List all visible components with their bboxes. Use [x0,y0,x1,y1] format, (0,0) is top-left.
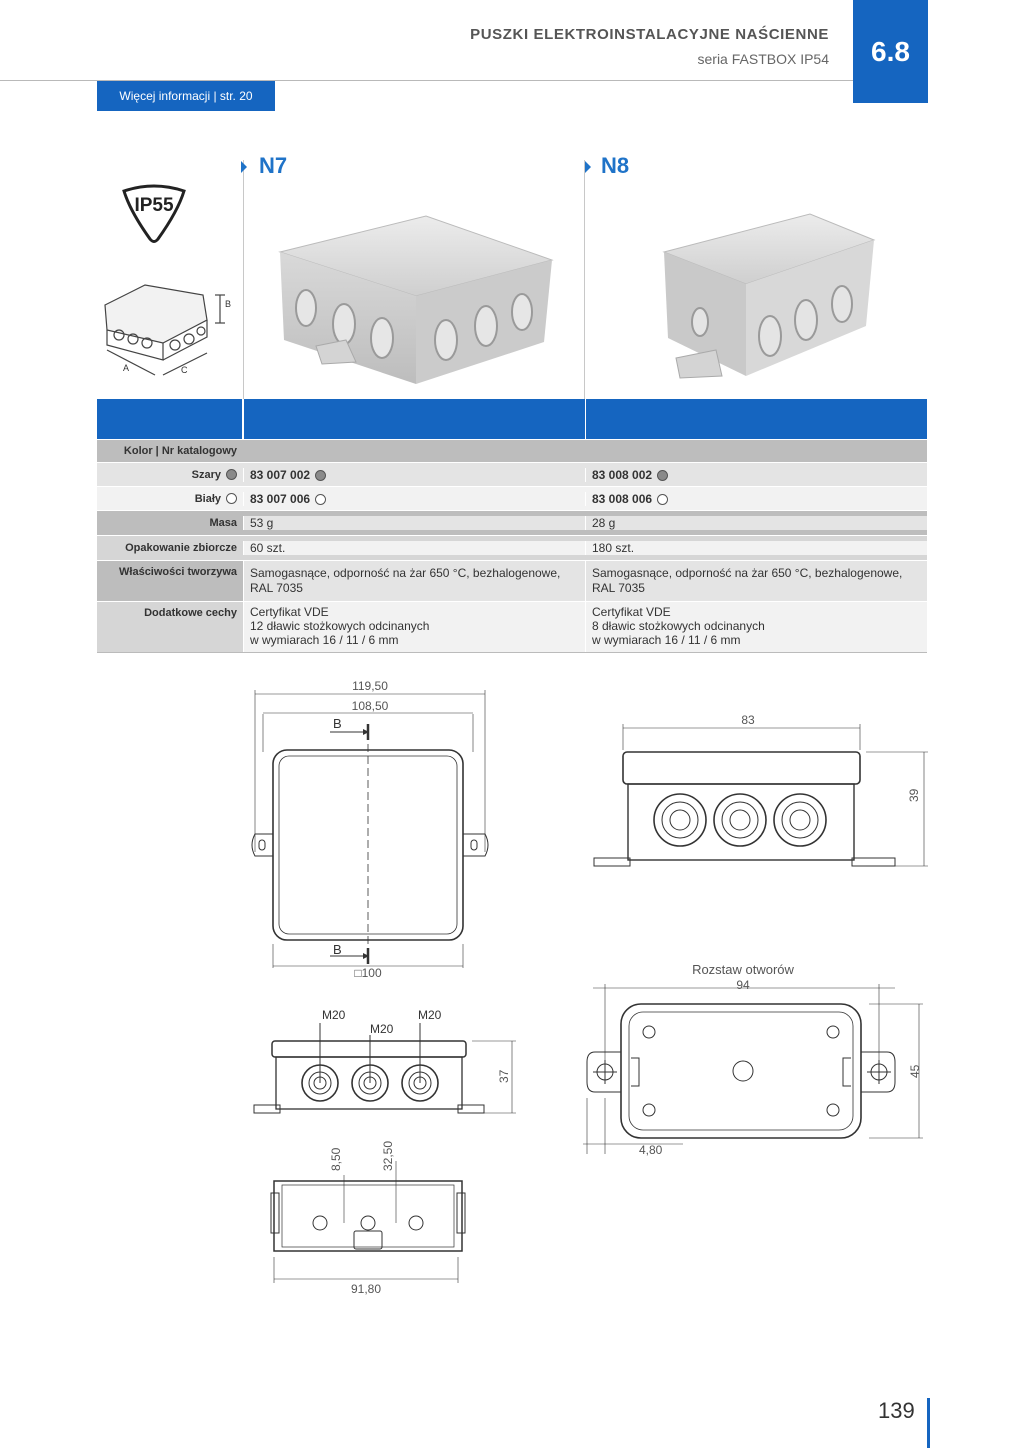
n7-grey-catalog: 83 007 002 [243,468,585,482]
grey-color-dot-icon [315,470,326,481]
dimension-a-label: A [123,363,130,373]
n7-features: Certyfikat VDE 12 dławic stożkowych odcinanych w wymiarach 16 / 11 / 6 mm [243,602,585,652]
model-n7-title: N7 [259,153,288,178]
dim-square: □100 [354,966,382,980]
n7-top-view-drawing [245,672,495,982]
n8-features: Certyfikat VDE 8 dławic stożkowych odcinanych w wymiarach 16 / 11 / 6 mm [585,602,927,652]
table-row-packaging [97,536,927,561]
n8-white-catalog: 83 008 006 [585,492,927,506]
dim-hole-spacing: 94 [736,978,750,992]
table-label-features: Dodatkowe cechy [144,607,237,619]
dim-offset: 4,80 [639,1143,663,1157]
column-divider-n8 [584,160,585,400]
dim-height-n7: 37 [497,1069,511,1083]
spec-table [97,399,927,653]
table-label-grey: Szary [97,469,243,481]
dim-32-50: 32,50 [381,1140,395,1171]
hole-spacing-title: Rozstaw otworów [692,962,794,977]
dim-outer-width: 119,50 [352,679,388,693]
table-label-mass: Masa [209,517,237,529]
section-b-label-bottom: B [333,942,342,957]
white-color-dot-icon [657,494,668,505]
white-color-dot-icon [315,494,326,505]
dim-inner-width: 108,50 [351,699,389,713]
page-number: 139 [878,1398,915,1423]
n7-mass: 53 g [243,516,585,530]
table-row-grey [97,463,927,487]
n8-bottom-view-drawing [583,958,928,1158]
table-label-white: Biały [97,493,243,505]
page-title: PUSZKI ELEKTROINSTALACYJNE NAŚCIENNE [470,26,829,43]
table-header-bar [97,399,927,440]
n8-material: Samogasnące, odporność na żar 650 °C, bezhalogenowe, RAL 7035 [585,561,927,601]
table-row-white [97,487,927,511]
gland-label-2: M20 [370,1022,394,1036]
table-row [97,440,927,463]
dimension-schematic-image [95,265,245,385]
product-n7-photo [276,212,558,392]
section-number-badge: 6.8 [853,0,928,103]
page-number-bar [927,1398,930,1448]
dimension-b-label: B [225,299,232,309]
dim-n8-depth: 45 [908,1064,922,1078]
page-subtitle: seria FASTBOX IP54 [697,51,829,67]
n8-side-view-drawing [590,710,930,870]
table-row-material [97,561,927,602]
table-row-features [97,602,927,653]
n8-packaging: 180 szt. [585,541,927,555]
n7-white-catalog: 83 007 006 [243,492,585,506]
grey-color-dot-icon [226,469,237,480]
section-b-label-top: B [333,716,342,731]
dimension-c-label: C [181,365,188,375]
table-label-material: Właściwości tworzywa [119,566,237,578]
model-n7-arrow-icon [241,161,247,173]
model-n8-arrow-icon [585,161,591,173]
table-row-mass [97,511,927,536]
table-label-packaging: Opakowanie zbiorcze [125,542,237,554]
ip-rating-label: IP55 [134,195,174,216]
gland-label-1: M20 [322,1008,346,1022]
dim-n8-width: 83 [741,713,755,727]
n7-material: Samogasnące, odporność na żar 650 °C, bezhalogenowe, RAL 7035 [243,561,585,601]
dim-bottom-width: 91,80 [350,1282,382,1296]
more-info-link[interactable]: Więcej informacji | str. 20 [97,81,275,111]
n7-side-view-drawing [250,1005,520,1120]
n7-bottom-view-drawing [268,1135,468,1300]
n8-grey-catalog: 83 008 002 [585,468,927,482]
dim-n8-height: 39 [907,788,921,802]
dim-8-50: 8,50 [329,1147,343,1171]
white-color-dot-icon [226,493,237,504]
grey-color-dot-icon [657,470,668,481]
n7-packaging: 60 szt. [243,541,585,555]
gland-label-3: M20 [418,1008,442,1022]
n8-mass: 28 g [585,516,927,530]
product-n8-photo [660,210,880,385]
table-label-color: Kolor | Nr katalogowy [123,445,237,457]
ip-rating-icon [118,183,190,245]
model-n8-title: N8 [601,153,630,178]
